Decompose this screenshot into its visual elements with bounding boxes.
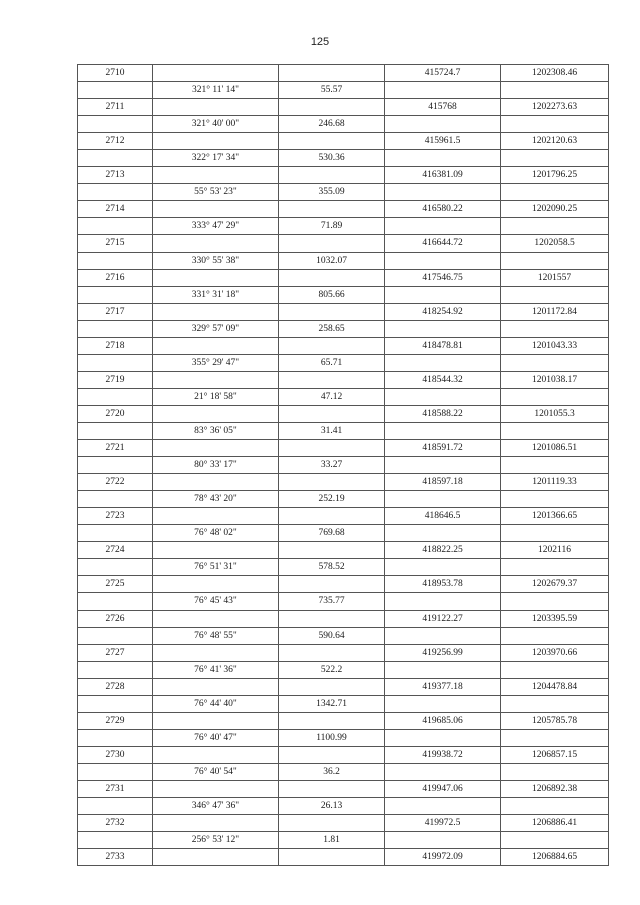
point-number-cell: 2733	[78, 849, 153, 866]
bearing-cell: 346° 47' 36"	[153, 798, 279, 815]
point-number-cell: 2728	[78, 678, 153, 695]
x-coordinate-cell	[385, 218, 501, 235]
point-number-cell	[78, 184, 153, 201]
bearing-cell	[153, 440, 279, 457]
y-coordinate-cell	[501, 286, 609, 303]
table-row	[78, 559, 609, 576]
point-number-cell	[78, 150, 153, 167]
bearing-cell	[153, 201, 279, 218]
point-number-cell: 2731	[78, 780, 153, 797]
distance-cell	[279, 65, 385, 82]
bearing-cell	[153, 849, 279, 866]
y-coordinate-cell: 1206886.41	[501, 815, 609, 832]
bearing-cell: 355° 29' 47"	[153, 354, 279, 371]
table-row	[78, 252, 609, 269]
point-number-cell: 2713	[78, 167, 153, 184]
point-number-cell	[78, 252, 153, 269]
distance-cell	[279, 508, 385, 525]
table-row	[78, 763, 609, 780]
y-coordinate-cell: 1201796.25	[501, 167, 609, 184]
y-coordinate-cell	[501, 491, 609, 508]
y-coordinate-cell	[501, 150, 609, 167]
bearing-cell	[153, 337, 279, 354]
bearing-cell: 76° 45' 43"	[153, 593, 279, 610]
distance-cell	[279, 746, 385, 763]
point-number-cell: 2725	[78, 576, 153, 593]
x-coordinate-cell: 418254.92	[385, 303, 501, 320]
distance-cell: 578.52	[279, 559, 385, 576]
table-row	[78, 99, 609, 116]
x-coordinate-cell: 419938.72	[385, 746, 501, 763]
point-number-cell	[78, 695, 153, 712]
x-coordinate-cell: 418953.78	[385, 576, 501, 593]
point-number-cell	[78, 286, 153, 303]
y-coordinate-cell: 1206857.15	[501, 746, 609, 763]
coordinates-table	[77, 64, 609, 866]
distance-cell: 71.89	[279, 218, 385, 235]
x-coordinate-cell	[385, 798, 501, 815]
y-coordinate-cell: 1202120.63	[501, 133, 609, 150]
x-coordinate-cell: 419972.09	[385, 849, 501, 866]
x-coordinate-cell: 419256.99	[385, 644, 501, 661]
table-row	[78, 815, 609, 832]
y-coordinate-cell: 1202090.25	[501, 201, 609, 218]
point-number-cell	[78, 627, 153, 644]
y-coordinate-cell	[501, 422, 609, 439]
table-row	[78, 133, 609, 150]
point-number-cell: 2712	[78, 133, 153, 150]
bearing-cell	[153, 269, 279, 286]
distance-cell	[279, 99, 385, 116]
distance-cell: 36.2	[279, 763, 385, 780]
bearing-cell	[153, 508, 279, 525]
table-row	[78, 798, 609, 815]
point-number-cell	[78, 320, 153, 337]
x-coordinate-cell	[385, 729, 501, 746]
distance-cell: 65.71	[279, 354, 385, 371]
y-coordinate-cell	[501, 184, 609, 201]
point-number-cell: 2729	[78, 712, 153, 729]
point-number-cell: 2715	[78, 235, 153, 252]
bearing-cell: 78° 43' 20"	[153, 491, 279, 508]
point-number-cell: 2732	[78, 815, 153, 832]
table-row	[78, 116, 609, 133]
bearing-cell	[153, 99, 279, 116]
page-number: 125	[310, 36, 330, 48]
bearing-cell: 330° 55' 38"	[153, 252, 279, 269]
point-number-cell: 2710	[78, 65, 153, 82]
y-coordinate-cell: 1201119.33	[501, 474, 609, 491]
table-row	[78, 150, 609, 167]
bearing-cell	[153, 65, 279, 82]
y-coordinate-cell	[501, 832, 609, 849]
point-number-cell: 2716	[78, 269, 153, 286]
y-coordinate-cell	[501, 627, 609, 644]
x-coordinate-cell	[385, 320, 501, 337]
point-number-cell	[78, 491, 153, 508]
y-coordinate-cell: 1202308.46	[501, 65, 609, 82]
y-coordinate-cell	[501, 82, 609, 99]
y-coordinate-cell	[501, 320, 609, 337]
x-coordinate-cell	[385, 559, 501, 576]
bearing-cell: 76° 44' 40"	[153, 695, 279, 712]
table-row	[78, 712, 609, 729]
bearing-cell: 76° 51' 31"	[153, 559, 279, 576]
x-coordinate-cell: 418591.72	[385, 440, 501, 457]
distance-cell: 252.19	[279, 491, 385, 508]
table-row	[78, 508, 609, 525]
x-coordinate-cell	[385, 593, 501, 610]
bearing-cell: 321° 40' 00"	[153, 116, 279, 133]
point-number-cell	[78, 763, 153, 780]
y-coordinate-cell	[501, 116, 609, 133]
bearing-cell	[153, 576, 279, 593]
y-coordinate-cell: 1201086.51	[501, 440, 609, 457]
table-row	[78, 729, 609, 746]
point-number-cell: 2724	[78, 542, 153, 559]
distance-cell: 31.41	[279, 422, 385, 439]
y-coordinate-cell: 1203395.59	[501, 610, 609, 627]
bearing-cell: 55° 53' 23"	[153, 184, 279, 201]
distance-cell	[279, 235, 385, 252]
distance-cell	[279, 167, 385, 184]
point-number-cell	[78, 559, 153, 576]
distance-cell: 1100.99	[279, 729, 385, 746]
bearing-cell: 76° 40' 54"	[153, 763, 279, 780]
point-number-cell	[78, 525, 153, 542]
x-coordinate-cell	[385, 286, 501, 303]
distance-cell	[279, 133, 385, 150]
point-number-cell: 2721	[78, 440, 153, 457]
x-coordinate-cell: 419947.06	[385, 780, 501, 797]
x-coordinate-cell	[385, 457, 501, 474]
table-row	[78, 337, 609, 354]
distance-cell: 590.64	[279, 627, 385, 644]
table-row	[78, 457, 609, 474]
y-coordinate-cell: 1201366.65	[501, 508, 609, 525]
point-number-cell: 2717	[78, 303, 153, 320]
x-coordinate-cell	[385, 832, 501, 849]
bearing-cell: 322° 17' 34"	[153, 150, 279, 167]
distance-cell	[279, 678, 385, 695]
x-coordinate-cell: 418478.81	[385, 337, 501, 354]
y-coordinate-cell: 1202273.63	[501, 99, 609, 116]
x-coordinate-cell: 418544.32	[385, 371, 501, 388]
bearing-cell: 76° 48' 02"	[153, 525, 279, 542]
table-row	[78, 82, 609, 99]
bearing-cell: 21° 18' 58"	[153, 388, 279, 405]
bearing-cell	[153, 405, 279, 422]
distance-cell	[279, 337, 385, 354]
x-coordinate-cell: 418822.25	[385, 542, 501, 559]
bearing-cell	[153, 167, 279, 184]
distance-cell	[279, 474, 385, 491]
x-coordinate-cell	[385, 763, 501, 780]
table-row	[78, 610, 609, 627]
y-coordinate-cell: 1201055.3	[501, 405, 609, 422]
table-row	[78, 627, 609, 644]
distance-cell	[279, 303, 385, 320]
table-row	[78, 218, 609, 235]
x-coordinate-cell	[385, 252, 501, 269]
distance-cell: 55.57	[279, 82, 385, 99]
x-coordinate-cell	[385, 388, 501, 405]
bearing-cell: 333° 47' 29"	[153, 218, 279, 235]
table-row	[78, 320, 609, 337]
x-coordinate-cell	[385, 422, 501, 439]
point-number-cell: 2714	[78, 201, 153, 218]
y-coordinate-cell	[501, 388, 609, 405]
y-coordinate-cell: 1202058.5	[501, 235, 609, 252]
x-coordinate-cell: 418597.18	[385, 474, 501, 491]
table-row	[78, 746, 609, 763]
y-coordinate-cell: 1202679.37	[501, 576, 609, 593]
x-coordinate-cell	[385, 116, 501, 133]
x-coordinate-cell: 416381.09	[385, 167, 501, 184]
bearing-cell: 83° 36' 05"	[153, 422, 279, 439]
bearing-cell	[153, 746, 279, 763]
bearing-cell	[153, 678, 279, 695]
y-coordinate-cell	[501, 763, 609, 780]
distance-cell	[279, 815, 385, 832]
y-coordinate-cell: 1201038.17	[501, 371, 609, 388]
bearing-cell: 331° 31' 18"	[153, 286, 279, 303]
table-row	[78, 235, 609, 252]
bearing-cell: 329° 57' 09"	[153, 320, 279, 337]
distance-cell	[279, 405, 385, 422]
bearing-cell	[153, 542, 279, 559]
distance-cell: 530.36	[279, 150, 385, 167]
bearing-cell: 256° 53' 12"	[153, 832, 279, 849]
distance-cell	[279, 576, 385, 593]
point-number-cell: 2723	[78, 508, 153, 525]
point-number-cell: 2727	[78, 644, 153, 661]
point-number-cell	[78, 354, 153, 371]
y-coordinate-cell	[501, 729, 609, 746]
point-number-cell: 2726	[78, 610, 153, 627]
table-row	[78, 405, 609, 422]
x-coordinate-cell	[385, 695, 501, 712]
y-coordinate-cell	[501, 593, 609, 610]
distance-cell: 355.09	[279, 184, 385, 201]
y-coordinate-cell: 1205785.78	[501, 712, 609, 729]
distance-cell: 522.2	[279, 661, 385, 678]
distance-cell: 1032.07	[279, 252, 385, 269]
x-coordinate-cell: 419685.06	[385, 712, 501, 729]
table-row	[78, 832, 609, 849]
distance-cell: 1.81	[279, 832, 385, 849]
x-coordinate-cell: 418588.22	[385, 405, 501, 422]
bearing-cell	[153, 712, 279, 729]
y-coordinate-cell	[501, 525, 609, 542]
x-coordinate-cell	[385, 525, 501, 542]
point-number-cell	[78, 832, 153, 849]
bearing-cell	[153, 815, 279, 832]
distance-cell	[279, 371, 385, 388]
distance-cell	[279, 780, 385, 797]
y-coordinate-cell: 1203970.66	[501, 644, 609, 661]
x-coordinate-cell: 419972.5	[385, 815, 501, 832]
table-row	[78, 644, 609, 661]
distance-cell	[279, 712, 385, 729]
x-coordinate-cell	[385, 184, 501, 201]
distance-cell	[279, 440, 385, 457]
point-number-cell: 2722	[78, 474, 153, 491]
distance-cell: 47.12	[279, 388, 385, 405]
distance-cell: 805.66	[279, 286, 385, 303]
x-coordinate-cell	[385, 82, 501, 99]
bearing-cell	[153, 780, 279, 797]
distance-cell: 246.68	[279, 116, 385, 133]
table-row	[78, 849, 609, 866]
distance-cell: 33.27	[279, 457, 385, 474]
y-coordinate-cell: 1206892.38	[501, 780, 609, 797]
table-row	[78, 286, 609, 303]
point-number-cell	[78, 661, 153, 678]
table-row	[78, 695, 609, 712]
x-coordinate-cell	[385, 150, 501, 167]
bearing-cell: 76° 40' 47"	[153, 729, 279, 746]
distance-cell	[279, 201, 385, 218]
bearing-cell: 76° 41' 36"	[153, 661, 279, 678]
bearing-cell	[153, 610, 279, 627]
table-row	[78, 184, 609, 201]
point-number-cell	[78, 457, 153, 474]
distance-cell	[279, 542, 385, 559]
table-row	[78, 269, 609, 286]
bearing-cell	[153, 474, 279, 491]
distance-cell	[279, 849, 385, 866]
y-coordinate-cell	[501, 252, 609, 269]
x-coordinate-cell: 417546.75	[385, 269, 501, 286]
table-row	[78, 422, 609, 439]
distance-cell: 26.13	[279, 798, 385, 815]
y-coordinate-cell: 1204478.84	[501, 678, 609, 695]
table-row	[78, 371, 609, 388]
point-number-cell: 2720	[78, 405, 153, 422]
y-coordinate-cell	[501, 798, 609, 815]
y-coordinate-cell: 1201172.84	[501, 303, 609, 320]
distance-cell: 1342.71	[279, 695, 385, 712]
coordinates-table-body	[78, 65, 609, 866]
y-coordinate-cell	[501, 457, 609, 474]
y-coordinate-cell	[501, 218, 609, 235]
table-row	[78, 780, 609, 797]
table-row	[78, 65, 609, 82]
y-coordinate-cell: 1201043.33	[501, 337, 609, 354]
y-coordinate-cell	[501, 661, 609, 678]
bearing-cell: 321° 11' 14"	[153, 82, 279, 99]
distance-cell: 769.68	[279, 525, 385, 542]
point-number-cell	[78, 218, 153, 235]
y-coordinate-cell: 1206884.65	[501, 849, 609, 866]
x-coordinate-cell	[385, 627, 501, 644]
table-row	[78, 678, 609, 695]
table-row	[78, 661, 609, 678]
point-number-cell	[78, 116, 153, 133]
bearing-cell: 80° 33' 17"	[153, 457, 279, 474]
table-row	[78, 303, 609, 320]
table-row	[78, 167, 609, 184]
x-coordinate-cell: 415961.5	[385, 133, 501, 150]
y-coordinate-cell: 1202116	[501, 542, 609, 559]
table-row	[78, 593, 609, 610]
x-coordinate-cell: 419377.18	[385, 678, 501, 695]
point-number-cell	[78, 388, 153, 405]
x-coordinate-cell	[385, 354, 501, 371]
point-number-cell	[78, 82, 153, 99]
distance-cell: 735.77	[279, 593, 385, 610]
bearing-cell	[153, 371, 279, 388]
bearing-cell	[153, 235, 279, 252]
distance-cell	[279, 269, 385, 286]
table-row	[78, 440, 609, 457]
x-coordinate-cell: 415768	[385, 99, 501, 116]
x-coordinate-cell: 415724.7	[385, 65, 501, 82]
point-number-cell: 2711	[78, 99, 153, 116]
point-number-cell	[78, 798, 153, 815]
x-coordinate-cell	[385, 661, 501, 678]
table-row	[78, 491, 609, 508]
distance-cell	[279, 610, 385, 627]
point-number-cell: 2719	[78, 371, 153, 388]
bearing-cell: 76° 48' 55"	[153, 627, 279, 644]
distance-cell	[279, 644, 385, 661]
point-number-cell: 2730	[78, 746, 153, 763]
y-coordinate-cell	[501, 695, 609, 712]
bearing-cell	[153, 303, 279, 320]
table-row	[78, 474, 609, 491]
point-number-cell	[78, 593, 153, 610]
table-row	[78, 388, 609, 405]
point-number-cell	[78, 422, 153, 439]
bearing-cell	[153, 644, 279, 661]
table-row	[78, 576, 609, 593]
x-coordinate-cell	[385, 491, 501, 508]
y-coordinate-cell	[501, 559, 609, 576]
table-row	[78, 201, 609, 218]
x-coordinate-cell: 416644.72	[385, 235, 501, 252]
y-coordinate-cell	[501, 354, 609, 371]
x-coordinate-cell: 419122.27	[385, 610, 501, 627]
bearing-cell	[153, 133, 279, 150]
point-number-cell: 2718	[78, 337, 153, 354]
table-row	[78, 542, 609, 559]
point-number-cell	[78, 729, 153, 746]
x-coordinate-cell: 416580.22	[385, 201, 501, 218]
table-row	[78, 525, 609, 542]
table-row	[78, 354, 609, 371]
x-coordinate-cell: 418646.5	[385, 508, 501, 525]
distance-cell: 258.65	[279, 320, 385, 337]
y-coordinate-cell: 1201557	[501, 269, 609, 286]
